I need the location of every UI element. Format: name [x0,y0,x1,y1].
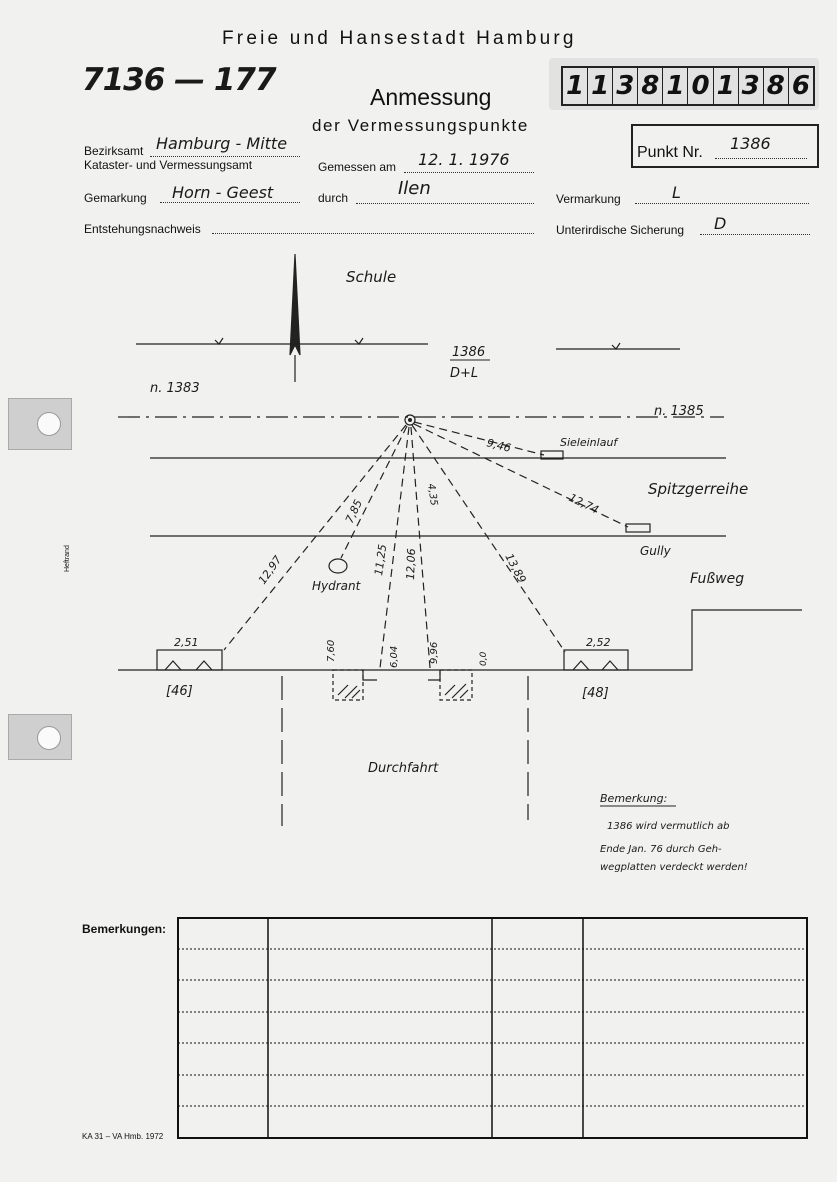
gate-pillar-right [440,670,472,700]
measure-12-06: 12,06 [404,548,419,581]
label-n1385: n. 1385 [654,404,704,419]
measure-11-25: 11,25 [372,543,390,577]
label-spitzgerreihe: Spitzgerreihe [648,480,749,498]
durch-value: Ilen [398,178,431,199]
entstehung-label: Entstehungsnachweis [84,222,201,236]
bemerkungen-label: Bemerkungen: [82,922,167,936]
id-digit: 0 [688,68,713,104]
house-number-48: [48] [582,686,609,701]
bezirksamt-label: Bezirksamt [84,144,144,158]
kataster-label: Kataster- und Vermessungsamt [84,158,253,172]
durch-label: durch [318,191,349,205]
measure-9-96: 9,96 [429,641,440,664]
house-46 [157,650,222,670]
id-digit: 1 [714,68,739,104]
header-city: Freie und Hansestadt Hamburg [222,28,577,49]
label-gully: Gully [640,544,671,558]
id-digit: 3 [613,68,638,104]
note-line-2: Ende Jan. 76 durch Geh- [600,844,722,855]
north-arrow-icon [290,254,300,382]
label-point-1386: 1386 [452,345,486,360]
label-fussweg: Fußweg [690,571,745,587]
hydrant-symbol [329,559,347,573]
label-sieleinlauf: Sieleinlauf [560,436,618,449]
id-digit: 1 [563,68,588,104]
house-number-46: [46] [166,684,193,699]
form-footer-code: KA 31 – VA Hmb. 1972 [82,1132,164,1141]
id-digit: 6 [791,71,810,101]
gemarkung-value: Horn - Geest [172,183,274,202]
note-line-1: 1386 wird vermutlich ab [607,821,730,832]
label-hydrant: Hydrant [312,579,361,593]
ray-sieleinlauf [414,422,544,455]
ray-hydrant [341,426,407,558]
label-n1383: n. 1383 [150,381,200,396]
measure-12-74: 12,74 [566,491,601,517]
file-stamp-number: 7136 — 177 [82,62,276,98]
measure-9-46: 9,46 [485,436,513,455]
id-digit: 3 [739,68,764,104]
vermarkung-value: L [672,183,681,202]
house-48 [564,650,628,670]
measure-7-85: 7,85 [342,497,366,526]
ray-right-gate [411,427,430,668]
form-subtitle: der Vermessungspunkte [312,116,529,135]
id-digit: 1 [663,68,688,104]
gemessen-value: 12. 1. 1976 [418,150,510,169]
measure-13-89: 13,89 [502,551,529,586]
note-line-3: wegplatten verdeckt werden! [600,862,748,873]
punkt-label: Punkt Nr. [637,144,703,161]
measure-7-60: 7,60 [326,639,337,662]
vermarkung-label: Vermarkung [556,192,621,206]
measure-2-52: 2,52 [586,636,611,649]
id-digit: 8 [764,68,789,104]
unterirdisch-label: Unterirdische Sicherung [556,223,685,237]
label-durchfahrt: Durchfahrt [368,761,439,776]
gully-symbol [626,524,650,532]
unterirdisch-value: D [714,214,727,233]
measure-6-04: 6,04 [389,645,400,668]
frontage-line [118,610,802,670]
punkt-value: 1386 [730,134,771,153]
ray-left-building [224,425,406,650]
measure-12-97: 12,97 [255,553,285,587]
measure-4-35: 4,35 [425,482,440,507]
label-point-sub: D+L [450,366,479,381]
label-schule: Schule [346,268,397,286]
id-digit: 1 [588,68,613,104]
measure-2-51: 2,51 [174,636,199,649]
form-title: Anmessung [370,84,492,110]
bezirksamt-value: Hamburg - Mitte [156,134,288,153]
note-title: Bemerkung: [600,792,668,805]
gemarkung-label: Gemarkung [84,191,147,205]
id-digit: 8 [638,68,663,104]
measure-0-0: 0,0 [479,651,489,666]
gemessen-label: Gemessen am [318,160,397,174]
heftrand-label: Heftrand [64,545,71,572]
